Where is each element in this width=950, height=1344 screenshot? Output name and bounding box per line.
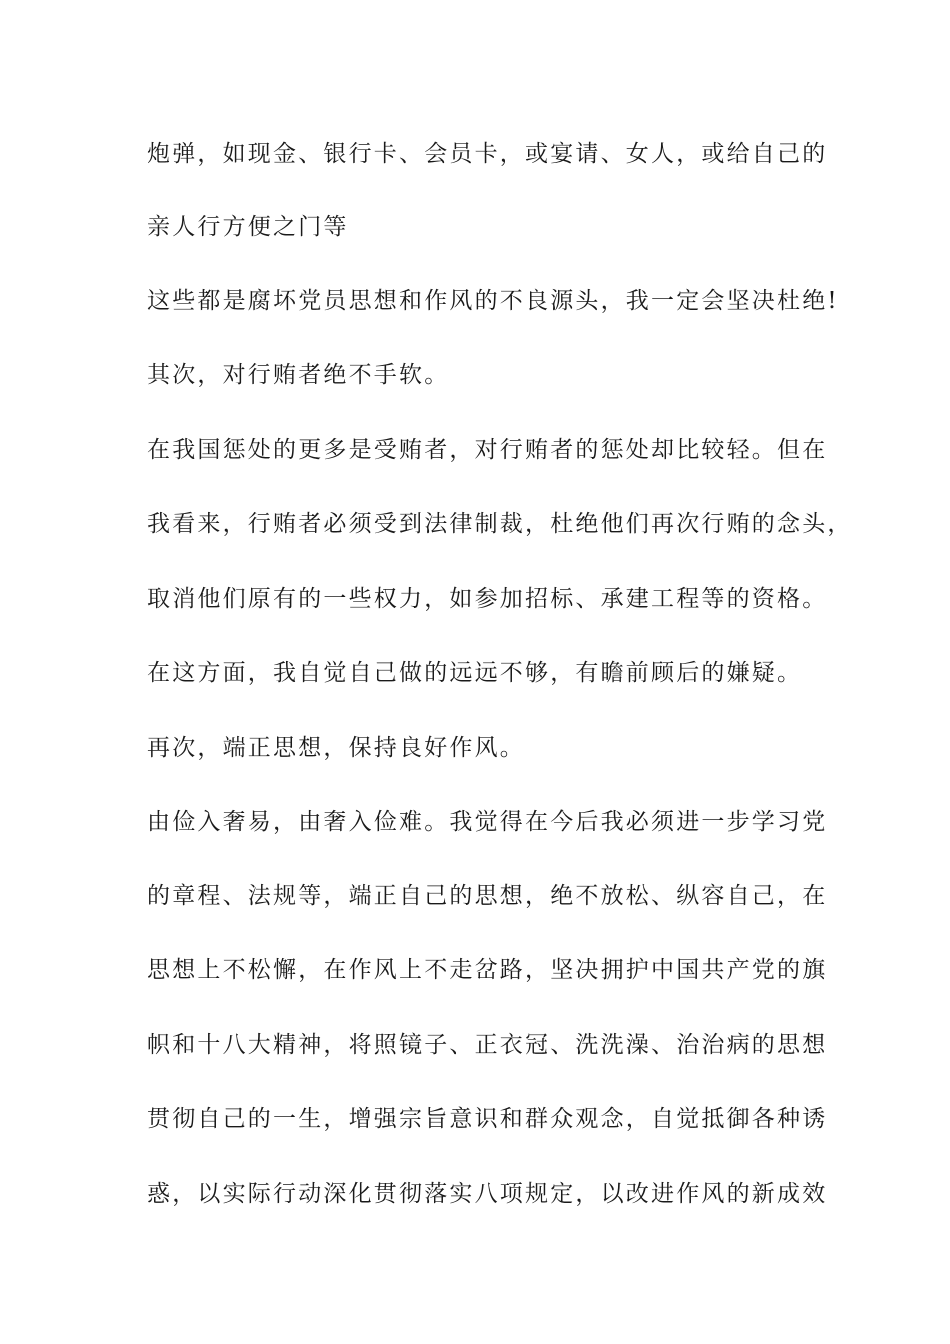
text-line: 这些都是腐坏党员思想和作风的不良源头，我一定会坚决杜绝! xyxy=(147,288,839,314)
text-line: 取消他们原有的一些权力，如参加招标、承建工程等的资格。 xyxy=(147,586,828,612)
text-line: 我看来，行贿者必须受到法律制裁，杜绝他们再次行贿的念头， xyxy=(147,511,853,537)
text-line: 炮弹，如现金、银行卡、会员卡，或宴请、女人，或给自己的 xyxy=(147,141,828,167)
text-line: 亲人行方便之门等 xyxy=(147,214,349,240)
text-line: 在我国惩处的更多是受贿者，对行贿者的惩处却比较轻。但在 xyxy=(147,437,828,463)
text-line: 贯彻自己的一生，增强宗旨意识和群众观念，自觉抵御各种诱 xyxy=(147,1106,828,1132)
text-line: 的章程、法规等，端正自己的思想，绝不放松、纵容自己，在 xyxy=(147,883,828,909)
text-line: 在这方面，我自觉自己做的远远不够，有瞻前顾后的嫌疑。 xyxy=(147,660,803,686)
text-line: 由俭入奢易，由奢入俭难。我觉得在今后我必须进一步学习党 xyxy=(147,809,828,835)
text-line: 其次，对行贿者绝不手软。 xyxy=(147,362,450,388)
text-line: 惑，以实际行动深化贯彻落实八项规定，以改进作风的新成效 xyxy=(147,1181,828,1207)
text-line: 再次，端正思想，保持良好作风。 xyxy=(147,735,525,761)
text-line: 思想上不松懈，在作风上不走岔路，坚决拥护中国共产党的旗 xyxy=(147,957,828,983)
text-line: 帜和十八大精神，将照镜子、正衣冠、洗洗澡、治治病的思想 xyxy=(147,1032,828,1058)
